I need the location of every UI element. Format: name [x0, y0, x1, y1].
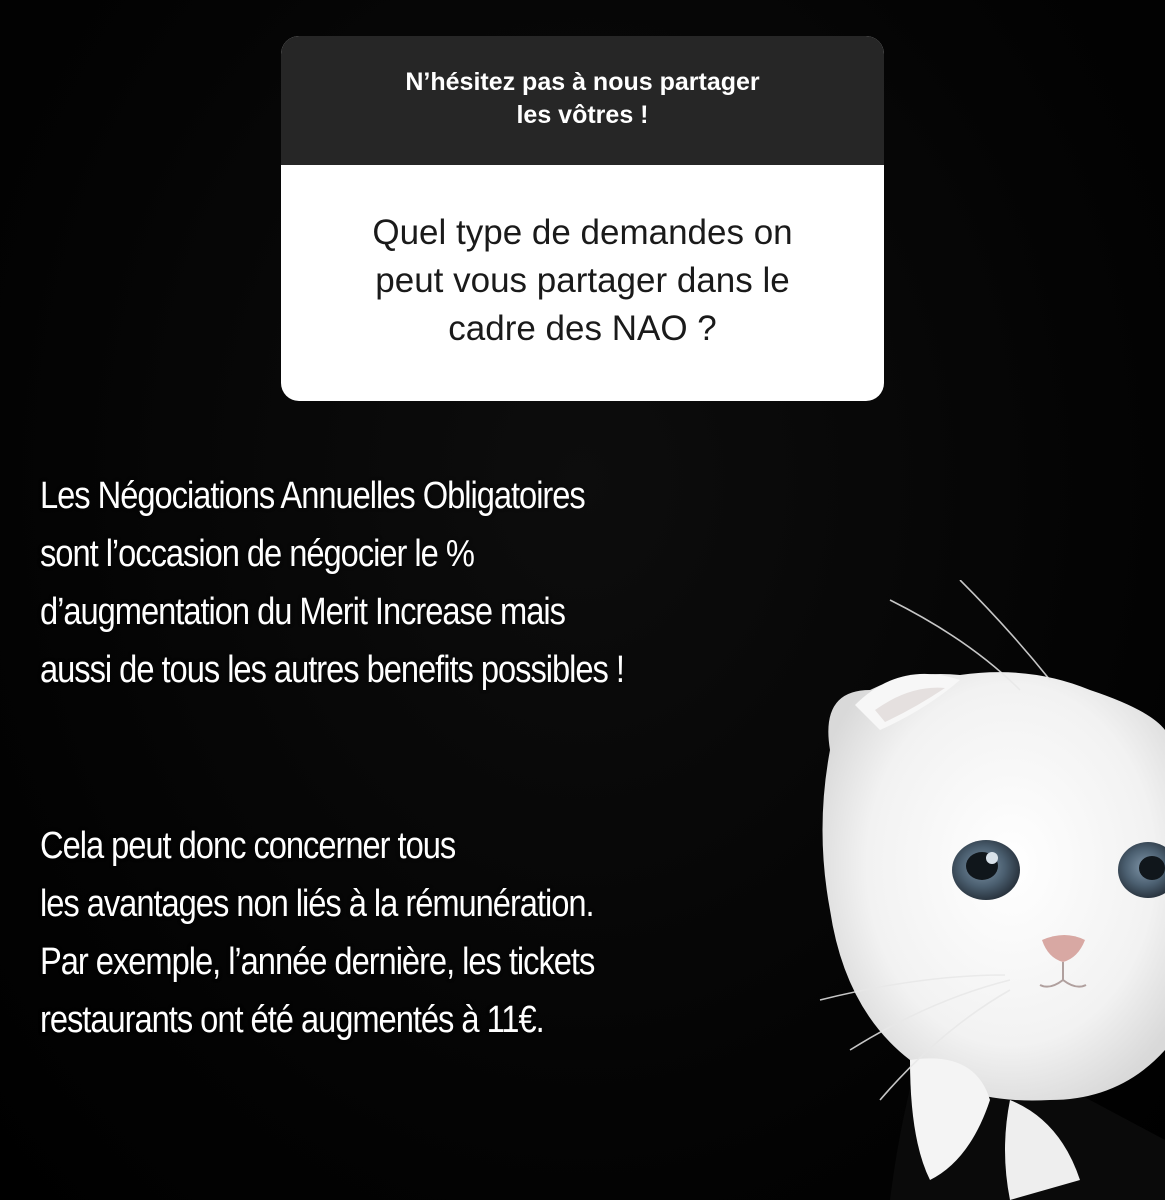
question-sticker[interactable]	[281, 36, 884, 401]
question-sticker-prompt: N’hésitez pas à nous partager les vôtres !	[405, 67, 760, 129]
question-sticker-question: Quel type de demandes on peut vous partager dans le cadre des NAO ?	[372, 213, 793, 348]
caption-paragraph-1: Les Négociations Annuelles Obligatoires sont l’occasion de négocier le % d’augmentation du Merit Increase mais aussi de tous les autres benefits possibles !	[40, 475, 624, 691]
question-sticker-header	[281, 36, 884, 165]
caption-paragraph-2: Cela peut donc concerner tous les avantages non liés à la rémunération. Par exemple, l’année dernière, les tickets restaurants ont été augmentés à 11€.	[40, 825, 595, 1041]
white-cat-photo	[760, 580, 1165, 1200]
question-sticker-body	[281, 165, 884, 401]
